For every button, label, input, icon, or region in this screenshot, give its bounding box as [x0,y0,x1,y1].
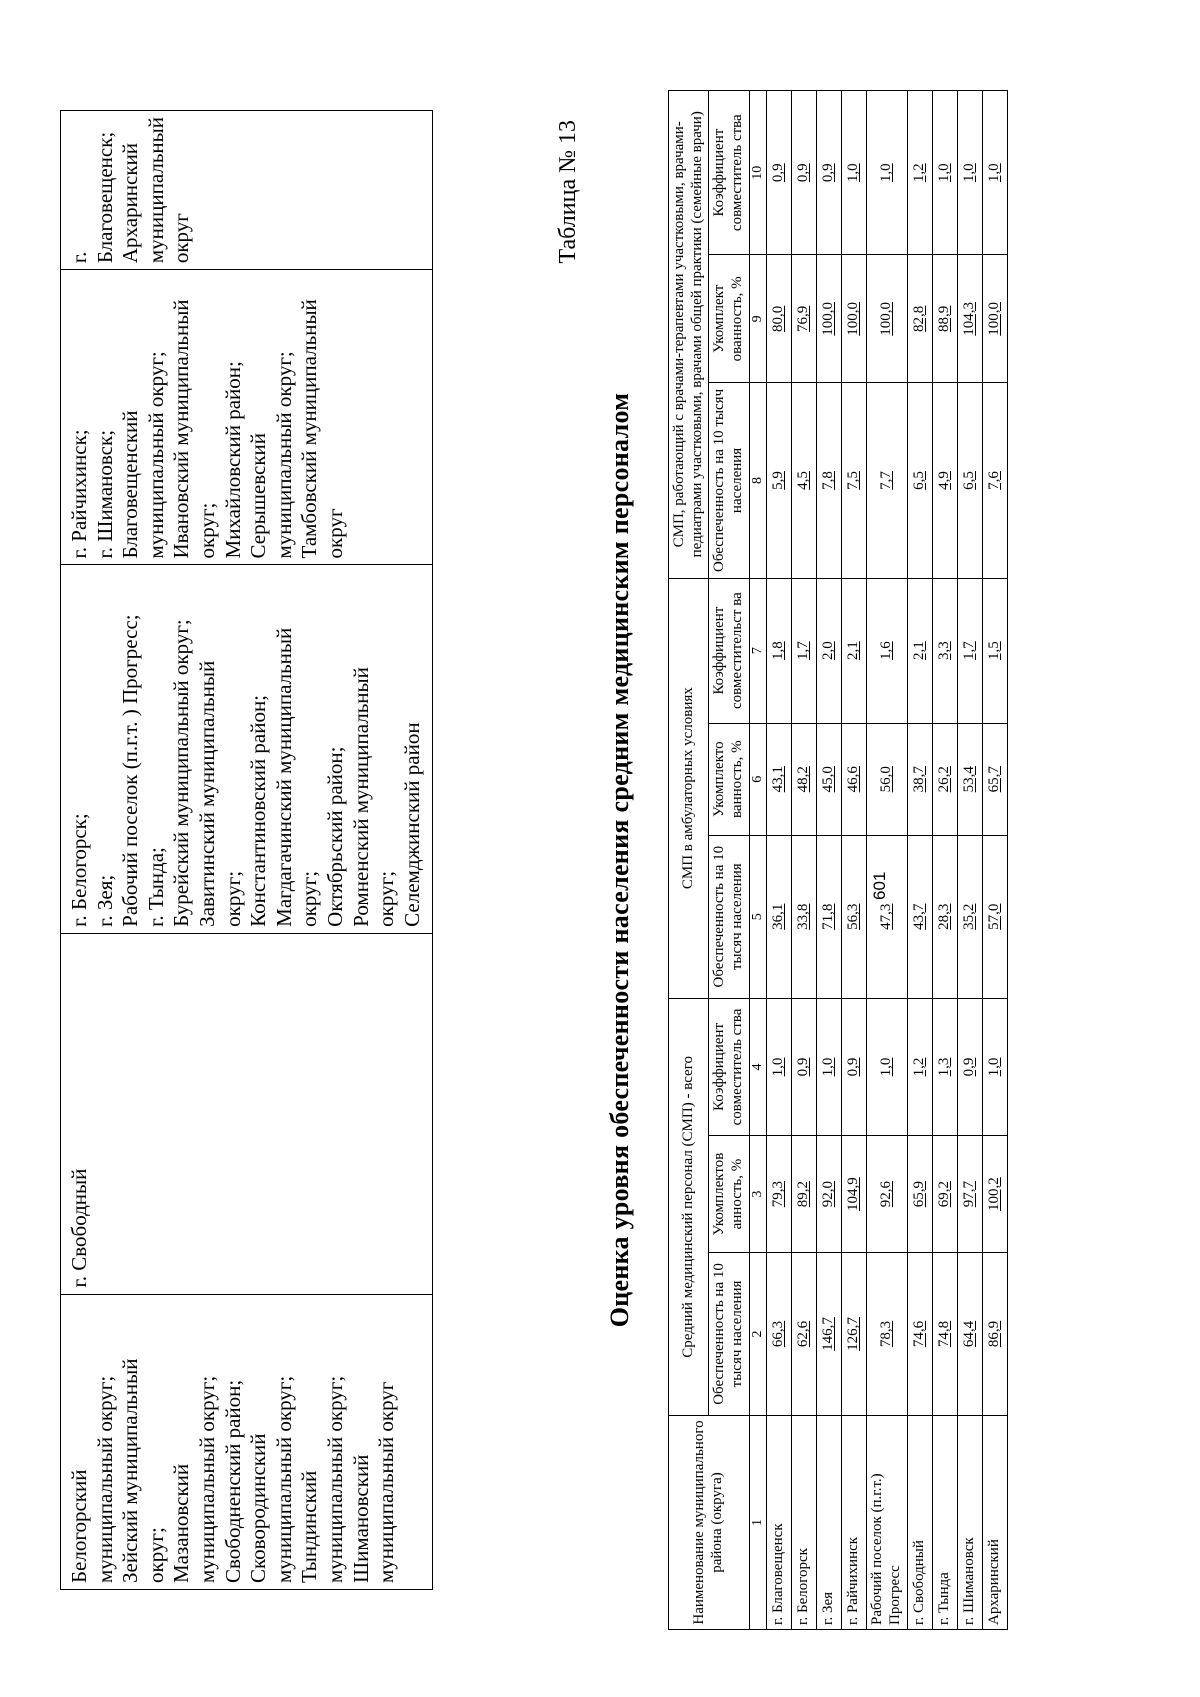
table-cell: 100,0 [842,255,867,383]
sub-header: Укомплект ованность, % [709,255,749,383]
table-cell: 1,6 [867,578,907,723]
document-page [40,60,1160,1660]
column-number: 9 [749,255,767,383]
column-number: 1 [749,1416,767,1630]
table-cell: 1,7 [792,578,817,723]
table-cell: 1,0 [817,998,842,1135]
district-line: муниципальный округ; [271,1375,296,1583]
district-line: Ромненский муниципальный [348,667,373,927]
table-cell: 0,9 [767,91,792,255]
table-cell: 104,3 [957,255,982,383]
table-cell: 56,0 [867,723,907,835]
district-line: муниципальный округ; [195,1375,220,1583]
table-cell: 64,4 [957,1252,982,1415]
table-cell: 28,3 [932,835,957,998]
district-line: Рабочий поселок (п.г.т. ) Прогресс; [118,614,143,927]
district-line: Сковородинский [246,1433,271,1583]
table-cell: 1,0 [932,91,957,255]
table-cell: 7,6 [982,383,1007,578]
district-line: округ; [143,1527,168,1583]
district-line: муниципальный округ; [143,351,168,559]
district-list-cell [61,933,433,1294]
table-cell: 7,7 [867,383,907,578]
column-number: 3 [749,1136,767,1253]
table-cell: 1,8 [767,578,792,723]
sub-header: Коэффициент совместитель ства [709,91,749,255]
table-cell: 82,8 [907,255,932,383]
district-line: муниципальный округ; [271,351,296,559]
table-cell: 100,0 [817,255,842,383]
table-cell: 126,7 [842,1252,867,1415]
table-cell: 86,9 [982,1252,1007,1415]
table-cell: 89,2 [792,1136,817,1253]
table-cell: 1,2 [907,91,932,255]
district-list-cell [61,111,433,270]
table-row [867,91,907,1630]
table-cell: 62,6 [792,1252,817,1415]
group-header: Средний медицинский персонал (СМП) - всего [669,998,709,1415]
table-cell: 1,7 [957,578,982,723]
table-row [842,91,867,1630]
table-cell: 5,9 [767,383,792,578]
table-cell: 74,6 [907,1252,932,1415]
table-cell: 2,0 [817,578,842,723]
district-line: г. Райчихинск; [67,429,91,559]
district-line: г. Шимановск; [92,429,117,559]
table-cell: 100,0 [982,255,1007,383]
table-cell: 1,0 [957,91,982,255]
name-column-header: Наименование муниципального района (округа) [669,1416,750,1630]
district-list-cell [61,1294,433,1589]
sub-header: Укомплекто ванность, % [709,723,749,835]
table-cell: 48,2 [792,723,817,835]
table-cell: 1,5 [982,578,1007,723]
group-header: СМП, работающий с врачами-терапевтами участковыми, врачами-педиатрами участковыми, врачами общей практики (семейные врачи) [669,91,709,579]
table-cell: 1,0 [867,91,907,255]
table-row [932,91,957,1630]
table-cell: 1,0 [867,998,907,1135]
header-row [669,91,709,1630]
table-cell: 88,9 [932,255,957,383]
district-line: муниципальный округ [143,117,194,264]
district-line: Мазановский [169,1463,194,1583]
district-name: г. Свободный [907,1416,932,1630]
district-groups-table [60,110,433,1590]
district-line: Шимановский [348,1454,373,1583]
district-name: г. Зея [817,1416,842,1630]
table-body [749,91,1007,1630]
column-number-row [749,91,767,1630]
district-name: Архаринский [982,1416,1007,1630]
district-line: округ; [220,870,245,927]
table-cell: 36,1 [767,835,792,998]
table-row [792,91,817,1630]
district-line: Тындинский [297,1470,322,1583]
district-line: г. Свободный [67,1168,91,1288]
district-line: Серышевский [246,433,271,559]
district-list-cell [61,270,433,565]
table-row [767,91,792,1630]
table-cell: 79,3 [767,1136,792,1253]
table-cell: 56,3 [842,835,867,998]
table-cell: 104,9 [842,1136,867,1253]
district-line: муниципальный округ [374,1381,399,1583]
table-cell: 74,8 [932,1252,957,1415]
table-cell: 1,0 [767,998,792,1135]
table-cell: 92,0 [817,1136,842,1253]
table-cell: 46,6 [842,723,867,835]
table-cell: 0,9 [817,91,842,255]
table-title: Оценка уровня обеспеченности населения средним медицинским персоналом [605,392,634,1328]
table-row [817,91,842,1630]
column-number: 7 [749,578,767,723]
district-line: Октябрьский район; [323,746,348,927]
table-cell: 0,9 [792,998,817,1135]
table-cell: 47,3 [867,835,907,998]
table-cell: 4,5 [792,383,817,578]
sub-header: Обеспеченность на 10 тысяч населения [709,835,749,998]
district-line: Благовещенский [118,410,143,559]
district-name: г. Тында [932,1416,957,1630]
district-line: муниципальный округ; [323,1375,348,1583]
district-line: Константиновский район; [246,694,271,927]
table-cell: 38,7 [907,723,932,835]
table-cell: 100,2 [982,1136,1007,1253]
table-row [957,91,982,1630]
table-cell: 71,8 [817,835,842,998]
table-cell: 33,8 [792,835,817,998]
table-cell: 146,7 [817,1252,842,1415]
column-number: 2 [749,1252,767,1415]
table-cell: 1,0 [982,998,1007,1135]
sub-header: Обеспеченность на 10 тысяч населения [709,383,749,578]
table-cell: 97,7 [957,1136,982,1253]
table-cell: 7,8 [817,383,842,578]
table-cell: 57,0 [982,835,1007,998]
district-line: округ; [374,870,399,927]
column-number: 5 [749,835,767,998]
district-line: Магдагачинский муниципальный [271,627,296,927]
district-name: г. Шимановск [957,1416,982,1630]
column-number: 6 [749,723,767,835]
district-line: Белогорский [67,1469,91,1583]
district-line: муниципальный округ; [92,1375,117,1583]
district-line: Бурейский муниципальный округ; [169,619,194,927]
sub-header: Обеспеченность на 10 тысяч населения [709,1252,749,1415]
district-line: округ [323,508,348,559]
district-line: Тамбовский муниципальный [297,299,322,559]
table-cell: 100,0 [867,255,907,383]
table-cell: 43,7 [907,835,932,998]
table-cell: 66,3 [767,1252,792,1415]
table-cell: 78,3 [867,1252,907,1415]
column-number: 8 [749,383,767,578]
district-name: Рабочий поселок (п.г.т.) Прогресс [867,1416,907,1630]
district-line: Свободненский район; [220,1379,245,1583]
district-name: г. Благовещенск [767,1416,792,1630]
table-cell: 1,2 [907,998,932,1135]
page-number: 601 [870,871,889,900]
table-cell: 4,9 [932,383,957,578]
table-cell: 0,9 [957,998,982,1135]
column-number: 10 [749,91,767,255]
district-list-cell [61,565,433,933]
table-cell: 65,7 [982,723,1007,835]
table-cell: 2,1 [842,578,867,723]
sub-header: Коэффициент совместительст ва [709,578,749,723]
district-name: г. Белогорск [792,1416,817,1630]
staffing-table [668,90,1008,1630]
table-cell: 65,9 [907,1136,932,1253]
district-line: округ; [297,870,322,927]
district-line: г. Белогорск; [67,813,91,927]
district-line: г. Зея; [92,874,117,927]
table-row [982,91,1007,1630]
table-cell: 69,2 [932,1136,957,1253]
table-cell: 1,3 [932,998,957,1135]
table-cell: 35,2 [957,835,982,998]
district-line: Зейский муниципальный [118,1358,143,1583]
district-line: г. Благовещенск; [67,131,117,264]
table-cell: 7,5 [842,383,867,578]
table-cell: 80,0 [767,255,792,383]
table-cell: 92,6 [867,1136,907,1253]
table-cell: 6,5 [907,383,932,578]
table-cell: 0,9 [842,998,867,1135]
column-number: 4 [749,998,767,1135]
district-name: г. Райчихинск [842,1416,867,1630]
district-line: Михайловский район; [220,361,245,559]
table-cell: 26,2 [932,723,957,835]
table-cell: 43,1 [767,723,792,835]
sub-header: Коэффициент совместитель ства [709,998,749,1135]
table-cell: 45,0 [817,723,842,835]
district-line: Селемджинский район [399,722,424,927]
table-cell: 53,4 [957,723,982,835]
district-line: Архаринский [118,142,143,264]
subheader-row [709,91,749,1630]
table-row [907,91,932,1630]
table-cell: 0,9 [792,91,817,255]
district-line: округ; [195,502,220,559]
table-cell: 2,1 [907,578,932,723]
district-line: г. Тында; [143,847,168,927]
table-cell: 76,9 [792,255,817,383]
table-cell: 1,0 [842,91,867,255]
table-cell: 1,0 [982,91,1007,255]
table-cell: 3,3 [932,578,957,723]
sub-header: Укомплектов анность, % [709,1136,749,1253]
table-cell: 6,5 [957,383,982,578]
table-caption: Таблица № 13 [555,120,581,264]
district-line: Ивановский муниципальный [169,299,194,559]
district-line: Завитинский муниципальный [195,660,220,927]
group-header: СМП в амбулаторных условиях [669,578,709,998]
table-row [61,111,433,1590]
